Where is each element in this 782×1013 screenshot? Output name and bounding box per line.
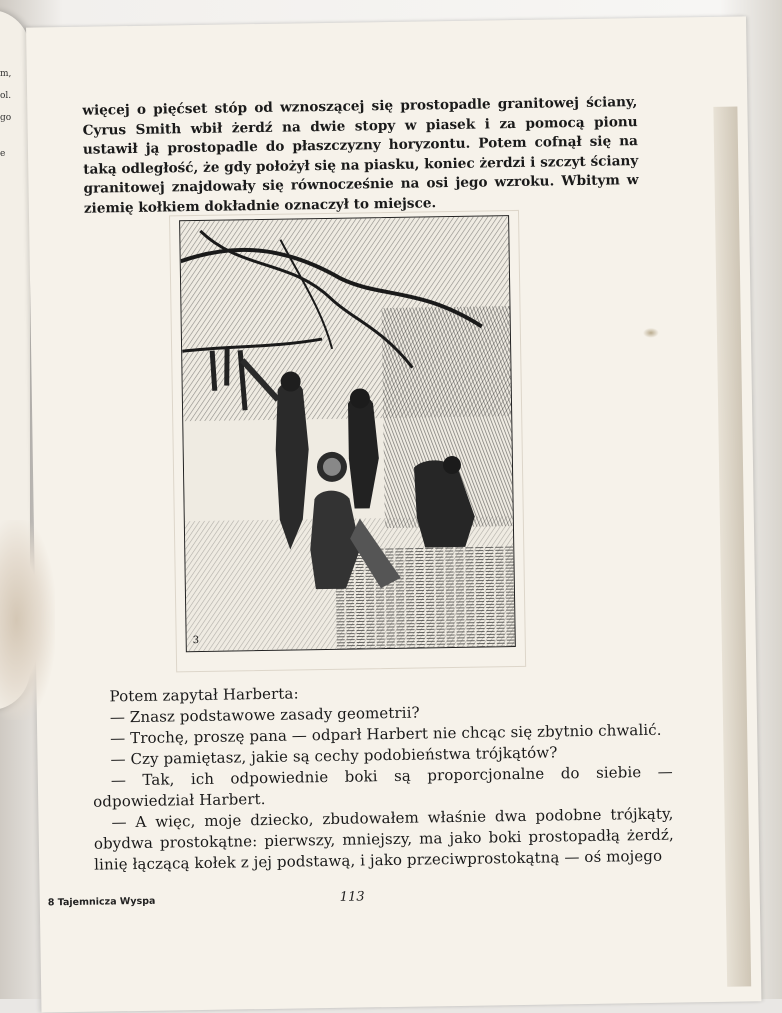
engraving-illustration [179,215,516,652]
dialog-line: — Trochę, proszę pana — odparł Harbert nie chcąc się zbytnio chwalić. [110,720,662,748]
paper-speck [643,328,659,338]
left-page-fragment: ol. [0,91,12,101]
printer-signature: 8 Tajemnicza Wyspa [47,895,156,909]
dialog-line: — Czy pamiętasz, jakie są cechy podobieństwa trójkątów? [110,743,558,769]
dialog-line: — A więc, moje dziecko, zbudowałem właśnie dwa podobne trójkąty, obydwa prostokątne: pierwszy, mniejszy, ma jako boki prostopadłą żerdź, linię łączącą kołek z jej podstawą, i jako przeciwprostokątną — oś mojego [93,804,674,874]
left-page-fragment: go [0,113,12,123]
dialog-line: — Znasz podstawowe zasady geometrii? [109,703,420,727]
dialog-line: — Tak, ich odpowiednie boki są proporcjonalne do siebie — odpowiedział Harbert. [93,762,673,811]
left-page-fragment: e [0,149,6,159]
page-number: 113 [339,889,365,905]
top-paragraph [82,93,639,219]
dialog-line: Potem zapytał Harberta: [109,684,299,706]
top-paragraph-text: więcej o pięćset stóp od wznoszącej się prostopadle granitowej ściany, Cyrus Smith wbił żerdź na dwie stopy w piasek i za pomocą pionu ustawił ją prostopadle do płaszczyzny horyzontu. Potem cofnął się na taką odległość, że gdy położył się na piasku, koniec żerdzi i szczyt ściany granitowej znajdowały się równocześnie na osi jego wzroku. Wbitym w ziemię kołkiem dokładnie oznaczył to miejsce. [82,94,639,217]
dialog-section [91,678,674,876]
engraving-svg [180,216,515,651]
left-page-fragment: m, [0,69,12,79]
page-stain [0,520,55,720]
plate-number: 3 [192,635,200,647]
page-edge-stack [713,106,751,986]
book-page [26,16,761,1012]
